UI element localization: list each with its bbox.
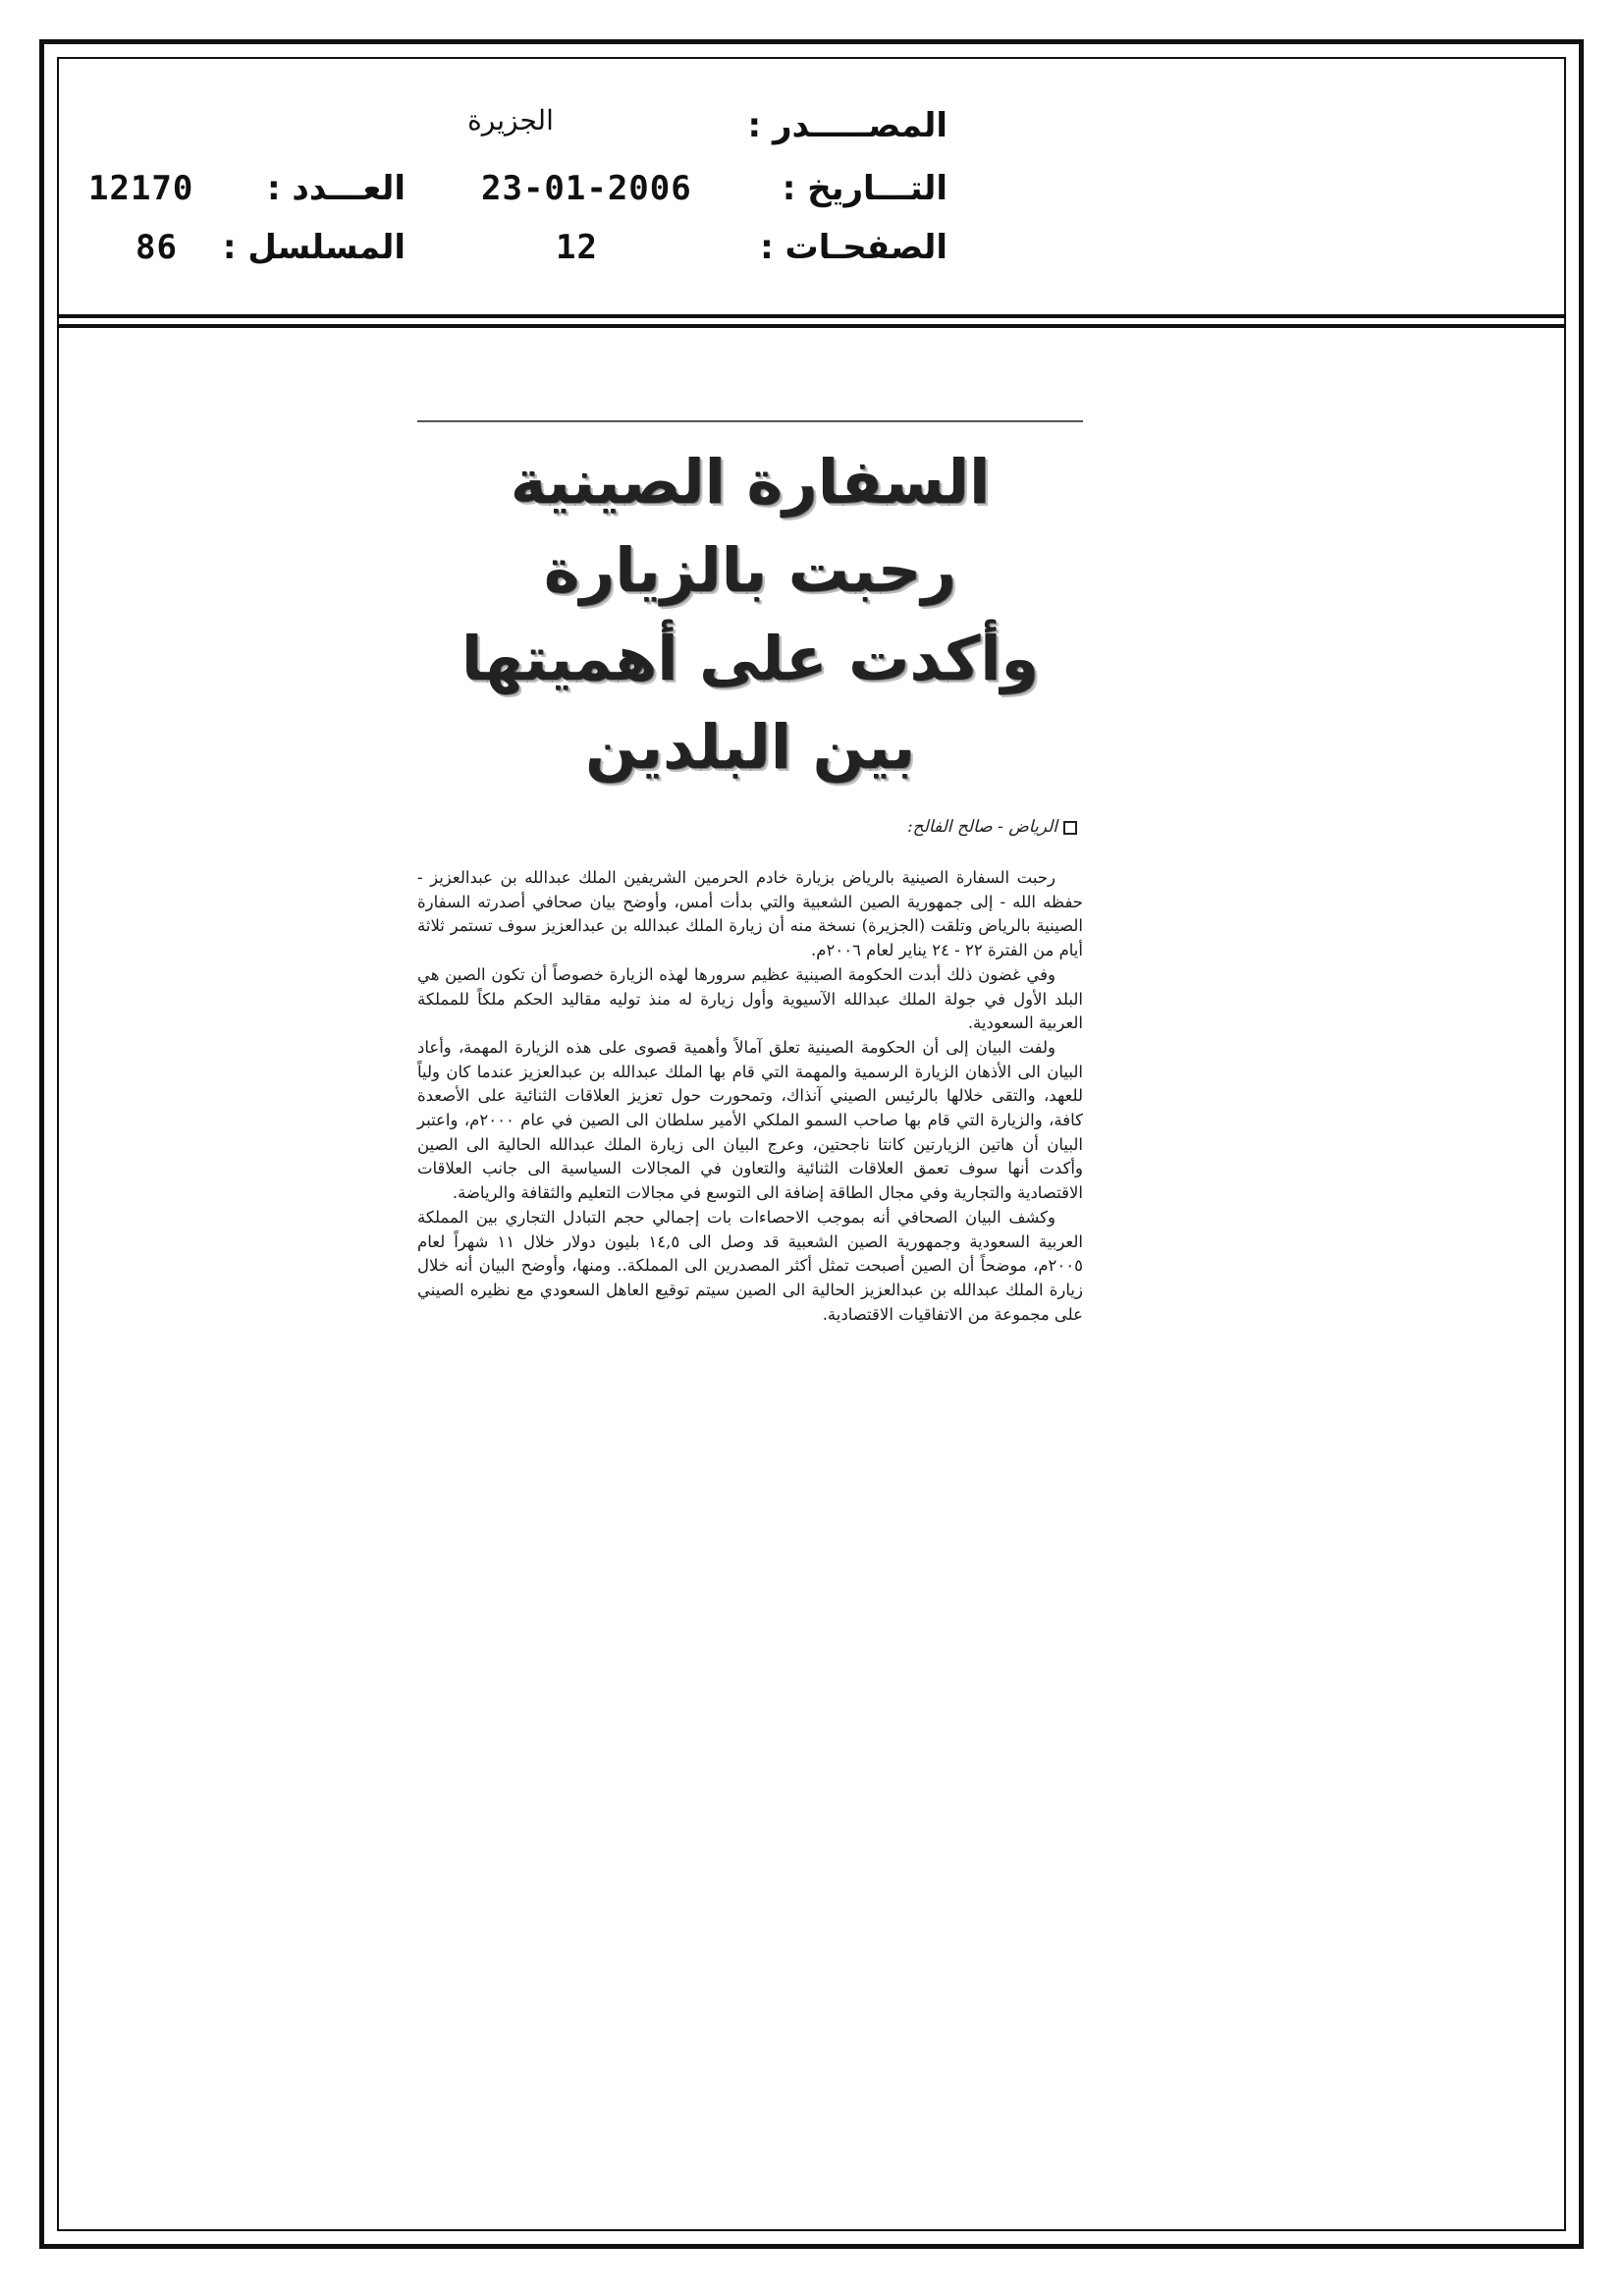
headline-line-1: السفارة الصينية رحبت بالزيارة (510, 446, 991, 606)
article-headline (417, 438, 1083, 792)
newspaper-clipping (417, 420, 1083, 1327)
source-value: الجزيرة (467, 104, 554, 137)
article-paragraph: وفي غضون ذلك أبدت الحكومة الصينية عظيم سرورها لهذه الزيارة خصوصاً أن تكون الصين هي البلد الأول في جولة الملك عبدالله الآسيوية وأول زيارة له منذ توليه مقاليد الحكم ملكاً للمملكة العربية السعودية. (417, 964, 1083, 1033)
header-divider-bottom (57, 324, 1566, 328)
article-byline (417, 817, 1077, 837)
serial-value: 86 (135, 228, 178, 267)
article-paragraph: رحبت السفارة الصينية بالرياض بزيارة خادم الحرمين الشريفين الملك عبدالله بن عبدالعزيز - حفظه الله - إلى جمهورية الصين الشعبية والتي بدأت أمس، وأوضح بيان صحافي أصدرته السفارة الصينية بالرياض وتلقت (الجزيرة) نسخة منه أن زيارة الملك عبدالله بن عبدالعزيز سوف تستمر ثلاثة أيام من الفترة ٢٢ - ٢٤ يناير لعام ٢٠٠٦م. (417, 868, 1083, 960)
article-body (417, 866, 1083, 1327)
header-divider-top (57, 314, 1566, 318)
byline-text: الرياض - صالح الفالح: (906, 817, 1057, 837)
pages-label: الصفحـات : (760, 228, 947, 267)
article-paragraph: ولفت البيان إلى أن الحكومة الصينية تعلق آمالاً وأهمية قصوى على هذه الزيارة المهمة، وأعاد البيان الى الأذهان الزيارة الرسمية والمهمة التي قام بها الملك عبدالله بن عبدالعزيز عندما كان ولياً للعهد، والتقى خلالها بالرئيس الصيني آنذاك، وتمحورت حول تعزيز العلاقات الثنائية على الأصعدة كافة، والزيارة التي قام بها صاحب السمو الملكي الأمير سلطان الى الصين في عام ٢٠٠٠م، واعتبر البيان أن هاتين الزيارتين كانتا ناجحتين، وعرج البيان الى زيارة الملك عبدالله الحالية الى الصين وأكدت أنها سوف تعمق العلاقات الثنائية والتعاون في المجالات السياسية الى جانب العلاقات الاقتصادية والتجارية وفي مجال الطاقة إضافة الى التوسع في مجالات التعليم والثقافة والرياضة. (417, 1037, 1084, 1203)
headline-line-2: وأكدت على أهميتها بين البلدين (460, 623, 1040, 783)
pages-value: 12 (556, 228, 598, 267)
square-bullet-icon (1063, 821, 1077, 835)
article-paragraph: وكشف البيان الصحافي أنه بموجب الاحصاءات بات إجمالي حجم التبادل التجاري بين المملكة العربية السعودية وجمهورية الصين الشعبية قد وصل الى ١٤,٥ بليون دولار خلال ١١ شهراً لعام ٢٠٠٥م، موضحاً أن الصين أصبحت تمثل أكثر المصدرين الى المملكة.. ومنها، وأوضح البيان أنه خلال زيارة الملك عبدالله بن عبدالعزيز الحالية الى الصين سيتم توقيع العاهل السعودي مع نظيره الصيني على مجموعة من الاتفاقيات الاقتصادية. (417, 1207, 1083, 1324)
serial-label: المسلسل : (222, 228, 406, 267)
date-label: التـــاريخ : (782, 169, 947, 208)
source-label: المصـــــدر : (747, 106, 947, 145)
issue-label: العـــدد : (267, 169, 406, 208)
clipping-top-rule (417, 420, 1083, 422)
date-value: 23-01-2006 (481, 169, 692, 208)
issue-value: 12170 (88, 169, 194, 208)
